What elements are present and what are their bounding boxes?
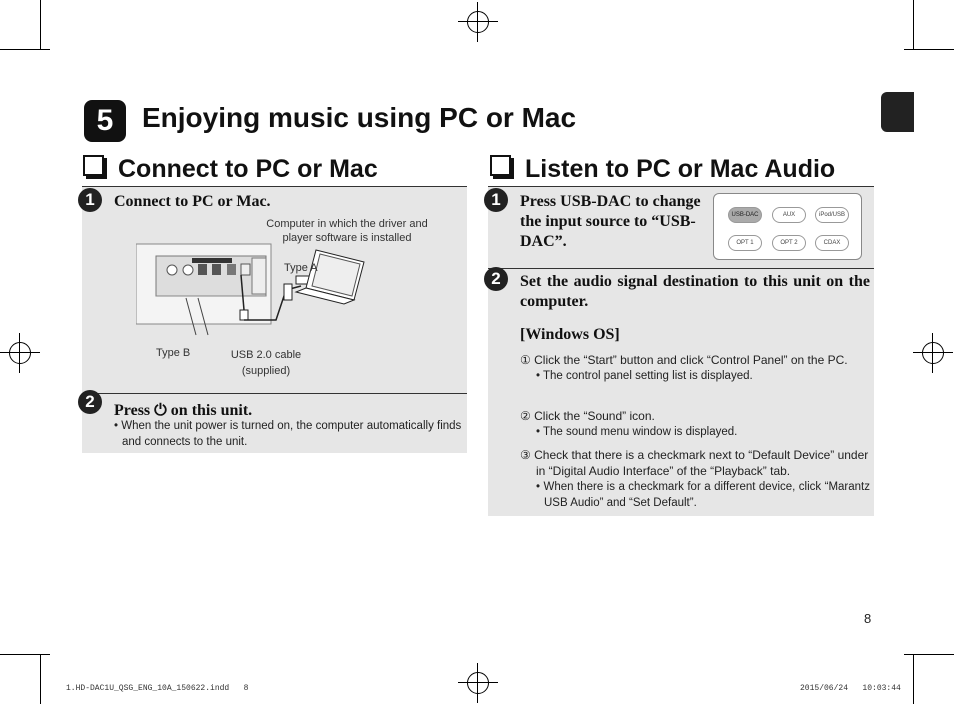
chapter-side-tab (881, 92, 914, 132)
bullet-text: • When the unit power is turned on, the computer automatically finds and connects to the unit. (114, 420, 462, 448)
type-a-label: Type A (284, 262, 318, 274)
footer-timestamp: 2015/06/24 10:03:44 (800, 684, 901, 693)
remote-button-cdax: CDAX (815, 235, 849, 251)
chapter-number-badge: 5 (84, 100, 126, 142)
crop-mark (40, 654, 41, 704)
page-number: 8 (864, 611, 872, 626)
remote-button-ipod-usb: iPod/USB (815, 207, 849, 223)
list-item: ① Click the “Start” button and click “Control Panel” on the PC. • The control panel setting list is displayed. (520, 353, 848, 382)
crop-mark (0, 654, 50, 655)
step-number-badge: 1 (484, 188, 508, 212)
usb-cable-label: USB 2.0 cable (supplied) (230, 349, 302, 377)
step-number-badge: 1 (78, 188, 102, 212)
registration-mark (458, 2, 498, 42)
crop-mark (904, 49, 954, 50)
panel-divider (82, 186, 467, 187)
step-number-badge: 2 (484, 267, 508, 291)
remote-control-illustration (713, 193, 862, 260)
remote-button-opt1: OPT 1 (728, 235, 762, 251)
remote-button-usb-dac: USB-DAC (728, 207, 762, 223)
os-heading: [Windows OS] (520, 326, 620, 343)
list-item: ③ Check that there is a checkmark next to “Default Device” under in “Digital Audio Interface” of the “Playback” tab. • When there is a checkmark for a different device, click “Marantz USB Audio” and “Set Default”. (520, 448, 870, 509)
crop-mark (40, 0, 41, 50)
power-icon: ⏻ (154, 400, 167, 419)
crop-mark (913, 654, 914, 704)
crop-mark (0, 49, 50, 50)
section-title-connect: Connect to PC or Mac (83, 155, 378, 184)
remote-button-aux: AUX (772, 207, 806, 223)
remote-button-opt2: OPT 2 (772, 235, 806, 251)
panel-divider (488, 268, 874, 269)
panel-divider (82, 393, 467, 394)
checkbox-square-icon (490, 155, 511, 176)
list-item: ② Click the “Sound” icon. • The sound menu window is displayed. (520, 409, 738, 438)
crop-mark (913, 0, 914, 50)
step-number-badge: 2 (78, 390, 102, 414)
step-heading: Set the audio signal destination to this unit on the computer. (520, 273, 870, 310)
connection-illustration (136, 240, 376, 350)
registration-mark (0, 333, 40, 373)
panel-divider (488, 186, 874, 187)
section-title-listen: Listen to PC or Mac Audio (490, 155, 835, 184)
registration-mark (458, 663, 498, 703)
step-heading: Connect to PC or Mac. (114, 193, 271, 210)
registration-mark (913, 333, 953, 373)
type-b-label: Type B (156, 347, 191, 359)
step-heading: Press USB-DAC to change the input source to “USB-DAC”. (520, 193, 701, 250)
footer-file-info: 1.HD-DAC1U_QSG_ENG_10A_150622.indd 8 (66, 684, 249, 693)
checkbox-square-icon (83, 155, 104, 176)
step-heading: Press ⏻ on this unit. (114, 400, 253, 419)
crop-mark (904, 654, 954, 655)
connection-diagram (136, 240, 376, 350)
computer-caption: Computer in which the driver and player software is installed (266, 218, 428, 244)
chapter-title: Enjoying music using PC or Mac (142, 102, 577, 133)
